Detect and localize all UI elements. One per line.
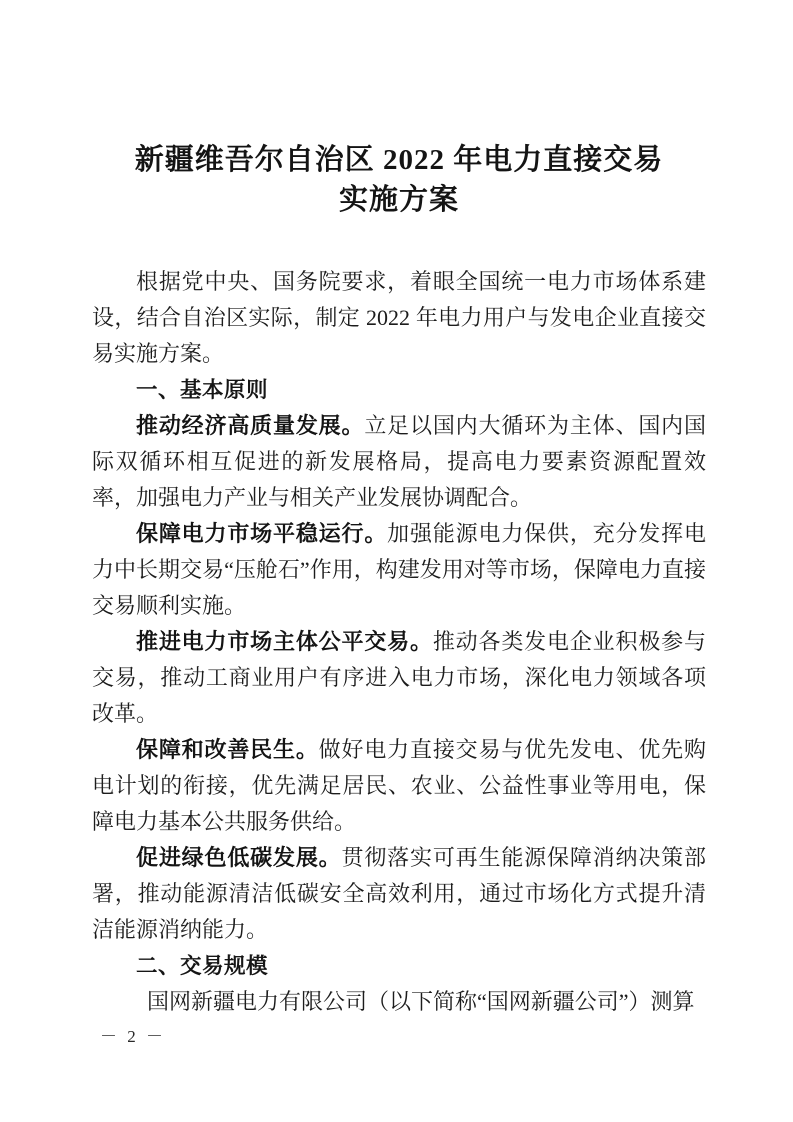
section2-heading-label: 二、交易规模: [136, 954, 269, 978]
document-title-line2: 实施方案: [338, 184, 459, 216]
principle-lead: 推动经济高质量发展。: [136, 413, 365, 438]
principle-lead: 推进电力市场主体公平交易。: [136, 629, 433, 654]
principle-paragraph: [92, 624, 706, 732]
principle-lead: 保障和改善民生。: [136, 737, 319, 762]
principle-paragraph: [92, 516, 706, 624]
principle-lead: 促进绿色低碳发展。: [136, 845, 342, 870]
document-text: [92, 264, 706, 1020]
document-body: [92, 140, 706, 1020]
page-number: － 2 －: [100, 1027, 166, 1046]
principle-paragraph: [92, 732, 706, 840]
section2-heading: [92, 948, 706, 984]
section1-heading-label: 一、基本原则: [136, 378, 269, 402]
principle-text: 贯彻落实可再生能源保障消纳决策部署，推动能源清洁低碳安全高效利用，通过市场化方式提升清洁能源消纳能力。: [92, 845, 706, 942]
document-title: [92, 140, 706, 220]
principle-lead: 保障电力市场平稳运行。: [136, 521, 388, 546]
principle-text: 立足以国内大循环为主体、国内国际双循环相互促进的新发展格局，提高电力要素资源配置效率，加强电力产业与相关产业发展协调配合。: [92, 413, 706, 510]
section1-heading: [92, 372, 706, 408]
section2-paragraph: 国网新疆电力有限公司（以下简称“国网新疆公司”）测算: [147, 989, 695, 1014]
principle-text: 加强能源电力保供，充分发挥电力中长期交易“压舱石”作用，构建发用对等市场，保障电力直接交易顺利实施。: [92, 521, 706, 618]
document-title-line1: 新疆维吾尔自治区 2022 年电力直接交易: [134, 144, 664, 176]
principle-paragraph: [92, 840, 706, 948]
principle-text: 做好电力直接交易与优先发电、优先购电计划的衔接，优先满足居民、农业、公益性事业等用电，保障电力基本公共服务供给。: [92, 737, 706, 834]
principle-text: 推动各类发电企业积极参与交易，推动工商业用户有序进入电力市场，深化电力领域各项改革。: [92, 629, 706, 726]
principle-paragraph: [92, 408, 706, 516]
intro-paragraph: 根据党中央、国务院要求，着眼全国统一电力市场体系建设，结合自治区实际，制定 2022 年电力用户与发电企业直接交易实施方案。: [92, 269, 706, 366]
